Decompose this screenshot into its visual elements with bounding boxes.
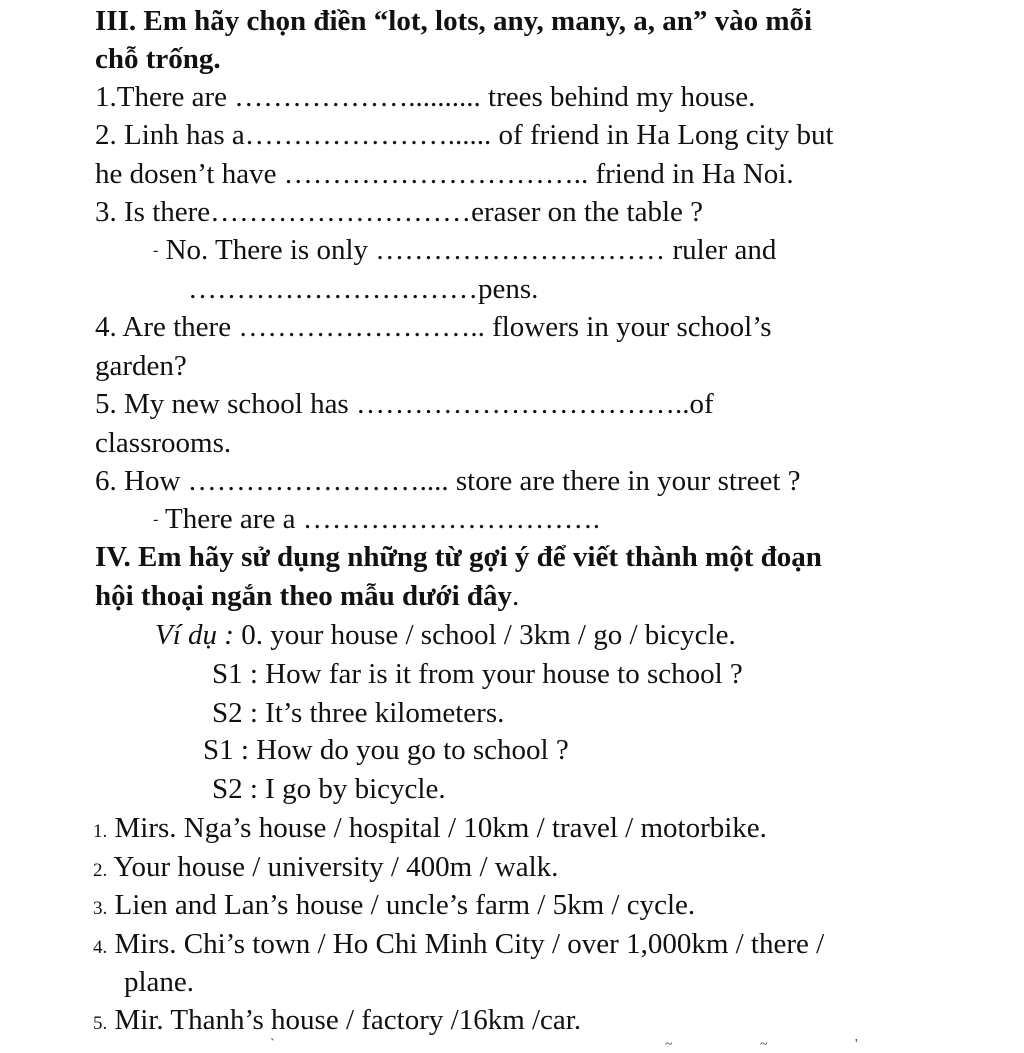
item-text: Mir. Thanh’s house / factory /16km /car.	[114, 1004, 582, 1036]
exercise-item-4-continued: plane.	[124, 966, 195, 998]
section4-title-line2	[95, 577, 519, 615]
item-number: 4.	[93, 937, 108, 958]
dash-marker: -	[153, 511, 159, 528]
example-line	[155, 616, 736, 654]
section4-title-bold: hội thoại ngắn theo mẫu dưới đây	[95, 580, 513, 612]
exercise-item-3	[93, 886, 695, 928]
example-s2-answer-2: S2 : I go by bicycle.	[212, 773, 446, 805]
item-text: Lien and Lan’s house / uncle’s farm / 5km / cycle.	[114, 889, 696, 921]
question-6-answer-text: There are a ………………………….	[158, 503, 600, 535]
exercise-item-2	[93, 848, 558, 890]
question-6-line2	[153, 500, 600, 539]
example-label: Ví dụ :	[155, 619, 234, 651]
question-4-line1: 4. Are there …………………….. flowers in your school’s	[95, 311, 772, 343]
cut-off-glyph: ~	[665, 1037, 673, 1052]
dash-marker: -	[153, 242, 159, 259]
question-2-line2: he dosen’t have ………………………….. friend in Ha Noi.	[95, 158, 794, 190]
item-text: Mirs. Nga’s house / hospital / 10km / travel / motorbike.	[114, 812, 767, 844]
exercise-item-5	[93, 1001, 581, 1043]
question-3-line1: 3. Is there………………………eraser on the table ?	[95, 196, 704, 228]
exercise-item-4	[93, 925, 824, 967]
item-number: 3.	[93, 898, 108, 919]
cut-off-glyph: `	[270, 1037, 275, 1052]
section3-title-line2: chỗ trống.	[95, 43, 221, 75]
exercise-item-1	[93, 809, 767, 851]
section3-title-line1: III. Em hãy chọn điền “lot, lots, any, many, a, an” vào mỗi	[95, 5, 813, 37]
example-s1-question: S1 : How far is it from your house to school ?	[212, 658, 743, 690]
question-1: 1.There are ……………….......... trees behind my house.	[95, 81, 756, 113]
question-6-line1: 6. How …………………….... store are there in your street ?	[95, 465, 801, 497]
question-3-answer-text: No. There is only ………………………… ruler and	[158, 234, 777, 266]
item-number: 1.	[93, 821, 108, 842]
example-s2-answer: S2 : It’s three kilometers.	[212, 697, 505, 729]
question-2-line1: 2. Linh has a…………………...... of friend in Ha Long city but	[95, 119, 834, 151]
cut-off-next-line	[0, 1037, 1024, 1052]
item-text: Mirs. Chi’s town / Ho Chi Minh City / over 1,000km / there /	[114, 928, 825, 960]
cut-off-glyph: '	[855, 1037, 858, 1052]
item-number: 2.	[93, 860, 108, 881]
question-5-line2: classrooms.	[95, 427, 232, 459]
question-3-line2	[153, 231, 776, 270]
question-4-line2: garden?	[95, 350, 187, 382]
section4-title-period: .	[512, 580, 520, 612]
item-text: Your house / university / 400m / walk.	[113, 851, 559, 883]
item-number: 5.	[93, 1013, 108, 1034]
question-3-line3: …………………………pens.	[188, 273, 539, 305]
question-5-line1: 5. My new school has ……………………………..of	[95, 388, 714, 420]
example-text: 0. your house / school / 3km / go / bicycle.	[233, 619, 736, 651]
cut-off-glyph: ~	[760, 1037, 768, 1052]
example-s1-question-2: S1 : How do you go to school ?	[203, 734, 569, 766]
section4-title-line1: IV. Em hãy sử dụng những từ gợi ý để viết thành một đoạn	[95, 541, 822, 573]
